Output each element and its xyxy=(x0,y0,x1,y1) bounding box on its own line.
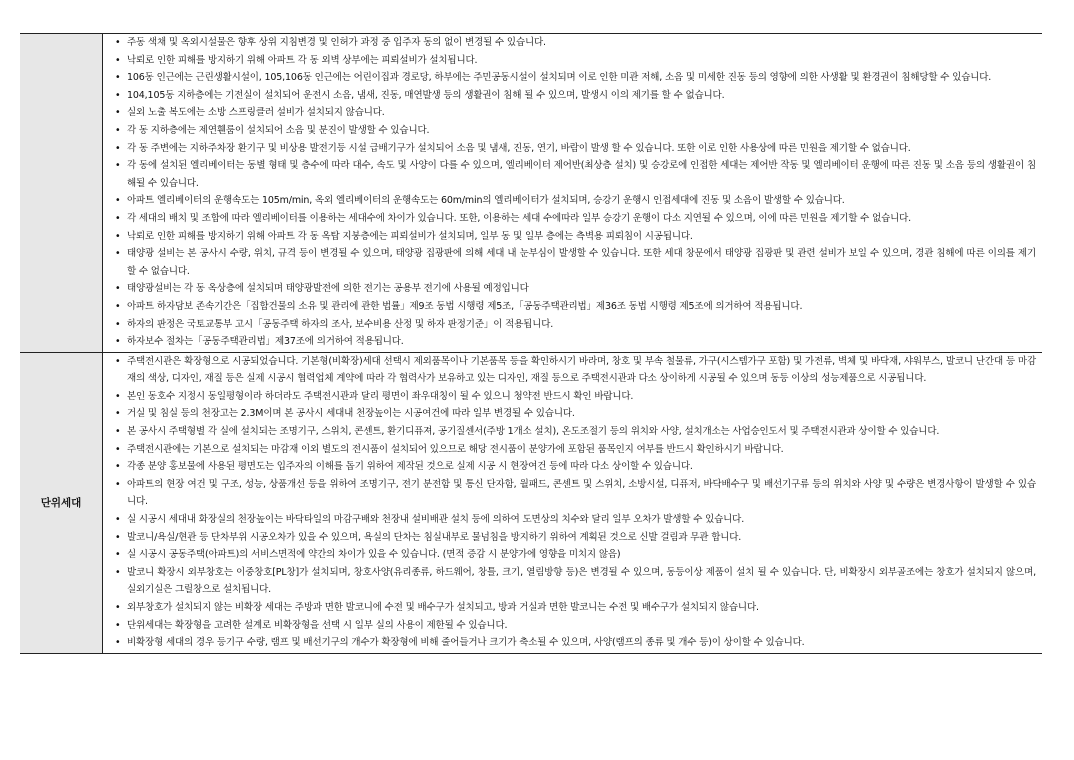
notice-item xyxy=(114,546,1036,564)
notice-item xyxy=(114,617,1036,635)
bullet-icon: • xyxy=(115,318,121,330)
notice-text: 발코니 확장시 외부창호는 이중창호[PL창]가 설치되며, 창호사양(유리종류, 하드웨어, 창틀, 크기, 열림방향 등)은 변경될 수 있으며, 동등이상 제품이 설치 될 수 있습니다. 단, 비확장시 외부골조에는 창호가 설치되지 않으며, 실외기실은 그릴창으로 설치됩니다. xyxy=(127,566,1036,596)
notice-text: 각 동에 설치된 엘리베이터는 동별 형태 및 층수에 따라 대수, 속도 및 사양이 다를 수 있으며, 엘리베이터 제어반(최상층 설치) 및 승강로에 인접한 세대는 제어반 작동 및 엘리베이터 운행에 따른 진동 및 소음 등의 생활권이 침해될 수 있습니다. xyxy=(127,160,1036,189)
notice-item xyxy=(114,316,1036,334)
notice-item xyxy=(114,529,1036,547)
notice-text: 104,105동 지하층에는 기전실이 설치되어 운전시 소음, 냄새, 진동, 매연발생 등의 생활권이 침해 될 수 있으며, 발생시 이의 제기를 할 수 없습니다. xyxy=(127,89,725,101)
notice-text: 아파트 하자담보 존속기간은「집합건물의 소유 및 관리에 관한 법률」제9조 동법 시행령 제5조,「공동주택관리법」제36조 동법 시행령 제5조에 의거하여 적용됩니다. xyxy=(127,300,803,312)
notice-item xyxy=(114,599,1036,617)
notice-text: 각 동 지하층에는 제연휀룸이 설치되어 소음 및 분진이 발생할 수 있습니다. xyxy=(127,124,430,136)
notice-text: 태양광설비는 각 동 옥상층에 설치되며 태양광발전에 의한 전기는 공용부 전기에 사용될 예정입니다 xyxy=(127,283,529,295)
bullet-icon: • xyxy=(115,514,121,526)
bullet-icon: • xyxy=(115,355,121,367)
bullet-icon: • xyxy=(115,531,121,543)
bullet-icon: • xyxy=(115,443,121,455)
notice-table-body xyxy=(20,34,1042,654)
bullet-icon: • xyxy=(115,336,121,348)
notice-list xyxy=(103,34,1042,352)
bullet-icon: • xyxy=(115,283,121,295)
notice-item xyxy=(114,140,1036,158)
bullet-icon: • xyxy=(115,248,121,260)
notice-item xyxy=(114,476,1036,511)
notice-table xyxy=(20,33,1042,654)
bullet-icon: • xyxy=(115,637,121,649)
notice-text: 실 시공시 공동주택(아파트)의 서비스면적에 약간의 차이가 있을 수 있습니다. (면적 증감 시 분양가에 영향을 미치지 않음) xyxy=(127,549,621,561)
notice-item xyxy=(114,333,1036,351)
notice-text: 거실 및 침실 등의 천장고는 2.3M이며 본 공사시 세대내 천장높이는 시공여건에 따라 일부 변경될 수 있습니다. xyxy=(127,408,575,420)
notice-item xyxy=(114,423,1036,441)
bullet-icon: • xyxy=(115,37,121,48)
bullet-icon: • xyxy=(115,461,121,473)
notice-text: 실외 노출 복도에는 소방 스프링클러 설비가 설치되지 않습니다. xyxy=(127,107,385,119)
notice-item xyxy=(114,298,1036,316)
notice-text: 각종 분양 홍보물에 사용된 평면도는 입주자의 이해를 돕기 위하여 제작된 것으로 실제 시공 시 현장여건 등에 따라 다소 상이할 수 있습니다. xyxy=(127,461,693,473)
bullet-icon: • xyxy=(115,195,121,207)
bullet-icon: • xyxy=(115,54,121,66)
bullet-icon: • xyxy=(115,142,121,154)
notice-item xyxy=(114,634,1036,652)
bullet-icon: • xyxy=(115,602,121,613)
notice-text: 낙뢰로 인한 피해를 방지하기 위해 아파트 각 동 외벽 상부에는 피뢰설비가 설치됩니다. xyxy=(127,54,478,66)
notice-text: 본인 동호수 지정시 동일평형이라 하더라도 주택전시관과 달리 평면이 좌우대칭이 될 수 있으니 청약전 반드시 확인 바랍니다. xyxy=(127,390,634,402)
bullet-icon: • xyxy=(115,124,121,136)
notice-text: 본 공사시 주택형별 각 실에 설치되는 조명기구, 스위치, 콘센트, 환기디퓨져, 공기질센서(주방 1개소 설치), 온도조절기 등의 위치와 사양, 설치개소는 사업승인도서 및 주택전시관과 상이할 수 있습니다. xyxy=(127,426,940,438)
notice-item xyxy=(114,52,1036,70)
notice-item xyxy=(114,192,1036,210)
notice-item xyxy=(114,458,1036,476)
bullet-icon: • xyxy=(115,89,121,101)
bullet-icon: • xyxy=(115,230,121,242)
notice-text: 주택전시관에는 기본으로 설치되는 마감재 이외 별도의 전시품이 설치되어 있으므로 해당 전시품이 분양가에 포함된 품목인지 여부를 반드시 확인하시기 바랍니다. xyxy=(127,443,784,455)
notice-text: 실 시공시 세대내 화장실의 천장높이는 바닥타일의 마감구배와 천장내 설비배관 설치 등에 의하여 도면상의 치수와 달리 일부 오차가 발생할 수 있습니다. xyxy=(127,514,745,526)
notice-text: 주동 색채 및 옥외시설물은 향후 상위 지침변경 및 인허가 과정 중 입주자 동의 없이 변경될 수 있습니다. xyxy=(127,37,546,48)
notice-item xyxy=(114,564,1036,599)
bullet-icon: • xyxy=(115,300,121,312)
notice-item xyxy=(114,280,1036,298)
notice-text: 발코니/욕실/현관 등 단차부위 시공오차가 있을 수 있으며, 욕실의 단차는 침실내부로 물넘침을 방지하기 위하여 계획된 것으로 신발 걸림과 무관 합니다. xyxy=(127,531,742,543)
notice-text: 하자보수 절차는「공동주택관리법」제37조에 의거하여 적용됩니다. xyxy=(127,336,404,348)
bullet-icon: • xyxy=(115,212,121,224)
bullet-icon: • xyxy=(115,408,121,420)
bullet-icon: • xyxy=(115,426,121,438)
notice-text: 하자의 판정은 국토교통부 고시「공동주택 하자의 조사, 보수비용 산정 및 하자 판정기준」이 적용됩니다. xyxy=(127,318,554,330)
notice-item xyxy=(114,245,1036,280)
notice-text: 아파트 엘리베이터의 운행속도는 105m/min, 옥외 엘리베이터의 운행속도는 60m/min의 엘리베이터가 설치되며, 승강기 운행시 인접세대에 진동 및 소음이 발생할 수 있습니다. xyxy=(127,195,845,207)
section-label: 단위세대 xyxy=(20,352,103,653)
notice-list xyxy=(103,353,1042,653)
notice-text: 주택전시관은 확장형으로 시공되었습니다. 기본형(비확장)세대 선택시 제외품목이나 기본품목 등을 확인하시기 바라며, 창호 및 부속 철물류, 가구(시스템가구 포함) 및 가전류, 벽체 및 바닥재, 샤워부스, 발코니 난간대 등 마감재의 색상, 디자인, 재질 등은 실제 시공시 협력업체 계약에 따라 각 협력사가 보유하고 있는 디자인, 재질 등으로 주택전시관과 다소 상이하게 시공될 수 있으며 동등 이상의 성능제품으로 시공됩니다. xyxy=(127,355,1036,385)
bullet-icon: • xyxy=(115,160,121,172)
bullet-icon: • xyxy=(115,549,121,561)
notice-text: 각 동 주변에는 지하주차장 환기구 및 비상용 발전기등 시설 급배기구가 설치되어 소음 및 냄새, 진동, 연기, 바람이 발생 할 수 있습니다. 또한 이로 인한 사용상에 따른 민원을 제기할 수 없습니다. xyxy=(127,142,911,154)
notice-item xyxy=(114,388,1036,406)
section-label xyxy=(20,34,103,353)
notice-item xyxy=(114,69,1036,87)
notice-item xyxy=(114,104,1036,122)
notice-item xyxy=(114,441,1036,459)
bullet-icon: • xyxy=(115,107,121,119)
bullet-icon: • xyxy=(115,72,121,84)
notice-text: 태양광 설비는 본 공사시 수량, 위치, 규격 등이 변경될 수 있으며, 태양광 집광판에 의해 세대 내 눈부심이 발생할 수 있습니다. 또한 세대 창문에서 태양광 집광판 및 관련 설비가 보일 수 있으며, 경관 침해에 따른 이의를 제기할 수 없습니다. xyxy=(127,248,1036,277)
section-content xyxy=(103,34,1043,353)
notice-text: 비확장형 세대의 경우 등기구 수량, 램프 및 배선기구의 개수가 확장형에 비해 줄어들거나 크기가 축소될 수 있으며, 사양(램프의 종류 및 개수 등)이 상이할 수 있습니다. xyxy=(127,637,805,649)
section-row xyxy=(20,34,1042,353)
notice-item xyxy=(114,353,1036,388)
bullet-icon: • xyxy=(115,619,121,631)
notice-item xyxy=(114,511,1036,529)
notice-item xyxy=(114,228,1036,246)
notice-item xyxy=(114,210,1036,228)
notice-text: 낙뢰로 인한 피해를 방지하기 위해 아파트 각 동 옥탑 지붕층에는 피뢰설비가 설치되며, 일부 동 및 일부 층에는 측벽용 피뢰침이 시공됩니다. xyxy=(127,230,693,242)
bullet-icon: • xyxy=(115,566,121,578)
notice-item xyxy=(114,87,1036,105)
notice-text: 아파트의 현장 여건 및 구조, 성능, 상품개선 등을 위하여 조명기구, 전기 분전함 및 통신 단자함, 월패드, 콘센트 및 스위치, 소방시설, 디퓨저, 바닥배수구 및 배선기구류 등의 위치와 사양 및 수량은 변경사항이 발생할 수 있습니다. xyxy=(127,478,1036,508)
notice-text: 106동 인근에는 근린생활시설이, 105,106동 인근에는 어린이집과 경로당, 하부에는 주민공동시설이 설치되며 이로 인한 미관 저해, 소음 및 미세한 진동 등의 영향에 의한 사생활 및 환경권이 침해당할 수 있습니다. xyxy=(127,72,992,84)
notice-text: 각 세대의 배치 및 조합에 따라 엘리베이터를 이용하는 세대수에 차이가 있습니다. 또한, 이용하는 세대 수에따라 일부 승강기 운행이 다소 지연될 수 있으며, 이에 따른 민원을 제기할 수 없습니다. xyxy=(127,212,912,224)
notice-text: 외부창호가 설치되지 않는 비확장 세대는 주방과 면한 발코니에 수전 및 배수구가 설치되고, 방과 거실과 면한 발코니는 수전 및 배수구가 설치되지 않습니다. xyxy=(127,602,759,613)
notice-text: 단위세대는 확장형을 고려한 설계로 비확장형을 선택 시 일부 실의 사용이 제한될 수 있습니다. xyxy=(127,619,508,631)
bullet-icon: • xyxy=(115,390,121,402)
notice-item xyxy=(114,405,1036,423)
notice-item xyxy=(114,157,1036,192)
notice-item xyxy=(114,34,1036,52)
notice-item xyxy=(114,122,1036,140)
section-content xyxy=(103,352,1043,653)
bullet-icon: • xyxy=(115,478,121,490)
section-row xyxy=(20,352,1042,653)
